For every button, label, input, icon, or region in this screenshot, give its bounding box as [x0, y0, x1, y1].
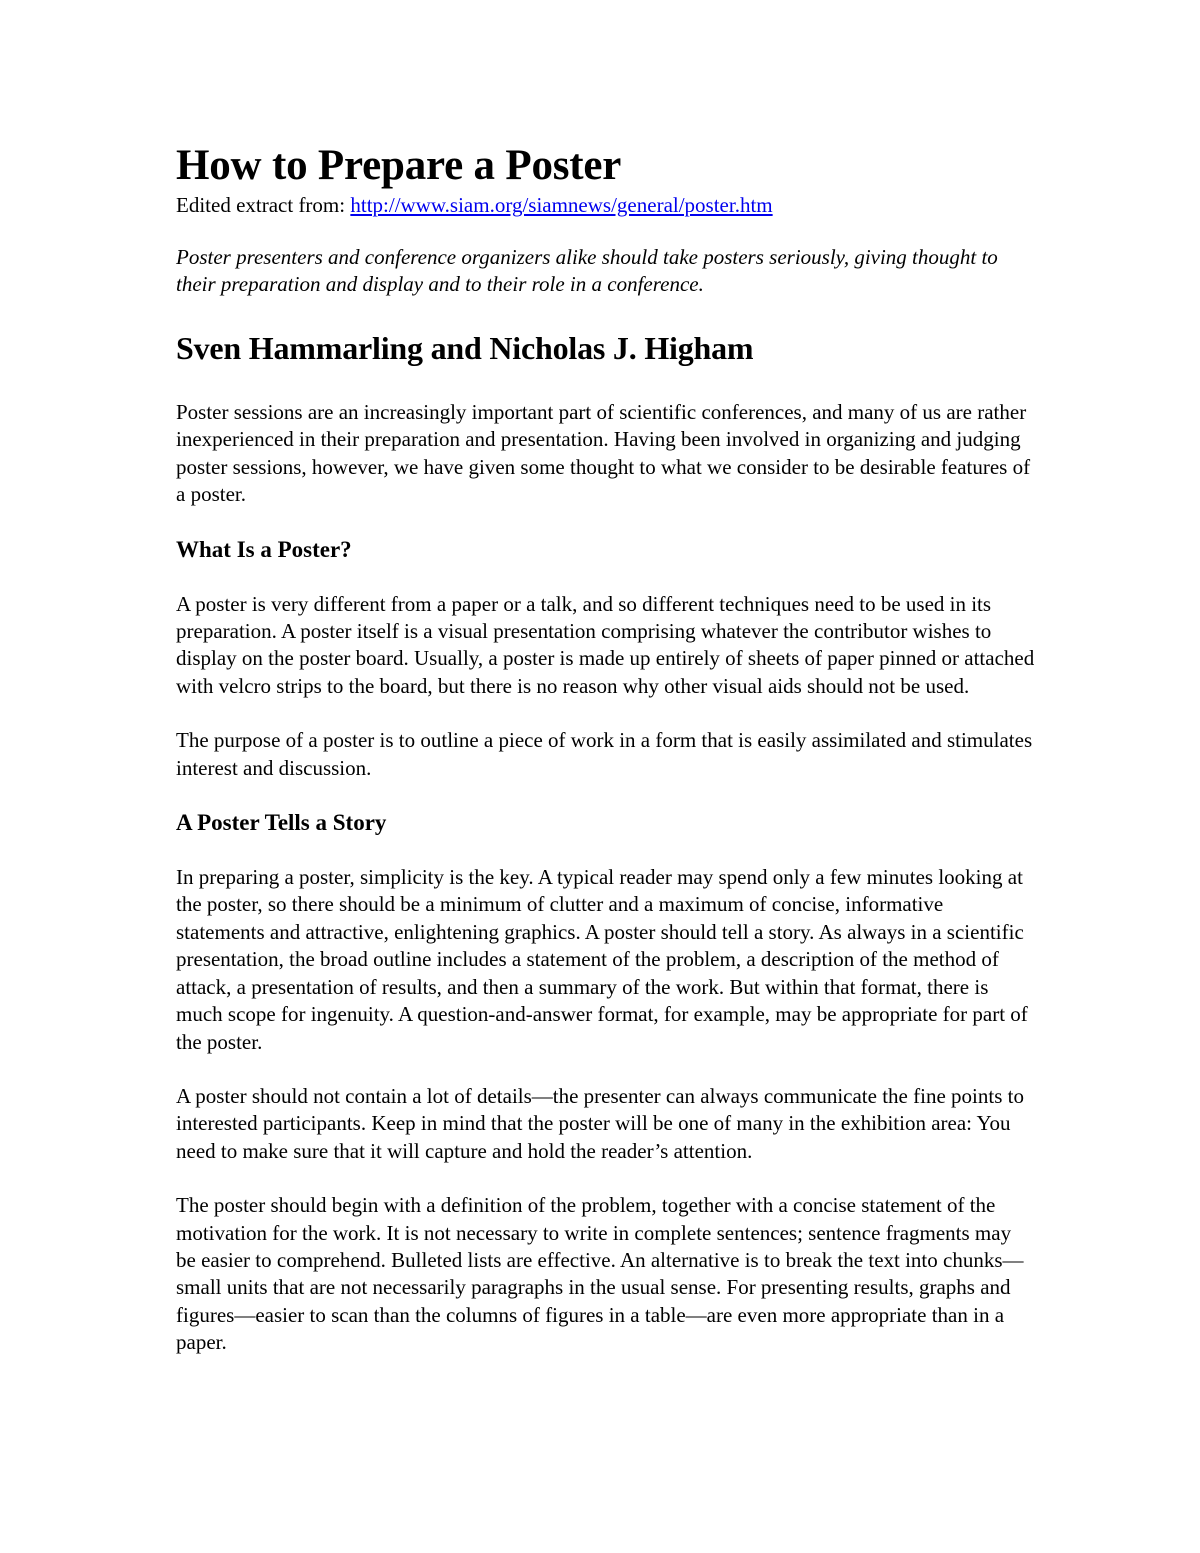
section-heading-what-is-a-poster: What Is a Poster? [176, 536, 352, 562]
section-2-paragraph-1: In preparing a poster, simplicity is the key. A typical reader may spend only a few minutes looking at the poster, so there should be a minimum of clutter and a maximum of concise, informative statements and attractive, enlightening graphics. A poster should tell a story. As always in a scientific presentation, the broad outline includes a statement of the problem, a description of the method of attack, a presentation of results, and then a summary of the work. But within that format, there is much scope for ingenuity. A question-and-answer format, for example, may be appropriate for part of the poster. [176, 865, 1028, 1054]
section-heading-poster-tells-story: A Poster Tells a Story [176, 810, 387, 836]
intro-paragraph: Poster sessions are an increasingly important part of scientific conferences, and many of us are rather inexperienced in their preparation and presentation. Having been involved in organizing and judging poster sessions, however, we have given some thought to what we consider to be desirable features of a poster. [176, 400, 1031, 507]
source-link[interactable]: http://www.siam.org/siamnews/general/poster.htm [350, 193, 773, 217]
source-prefix: Edited extract from: [176, 193, 351, 217]
section-2-paragraph-3: The poster should begin with a definition of the problem, together with a concise statement of the motivation for the work. It is not necessary to write in complete sentences; sentence fragments may be easier to comprehend. Bulleted lists are effective. An alternative is to break the text into chunks—small units that are not necessarily paragraphs in the usual sense. For presenting results, graphs and figures—easier to scan than the columns of figures in a table—are even more appropriate than in a paper. [176, 1193, 1024, 1355]
source-line [176, 192, 1036, 219]
authors-heading: Sven Hammarling and Nicholas J. Higham [176, 330, 754, 366]
section-2-paragraph-2: A poster should not contain a lot of details—the presenter can always communicate the fine points to interested participants. Keep in mind that the poster will be one of many in the exhibition area: You need to make sure that it will capture and hold the reader’s attention. [176, 1083, 1024, 1163]
lede-paragraph: Poster presenters and conference organizers alike should take posters seriously, giving thought to their preparation and display and to their role in a conference. [176, 245, 998, 296]
page-title: How to Prepare a Poster [176, 142, 622, 189]
section-1-paragraph-2: The purpose of a poster is to outline a piece of work in a form that is easily assimilated and stimulates interest and discussion. [176, 728, 1033, 780]
section-1-paragraph-1: A poster is very different from a paper or a talk, and so different techniques need to be used in its preparation. A poster itself is a visual presentation comprising whatever the contributor wishes to display on the poster board. Usually, a poster is made up entirely of sheets of paper pinned or attached with velcro strips to the board, but there is no reason why other visual aids should not be used. [176, 591, 1035, 698]
document-page [176, 140, 1036, 1357]
